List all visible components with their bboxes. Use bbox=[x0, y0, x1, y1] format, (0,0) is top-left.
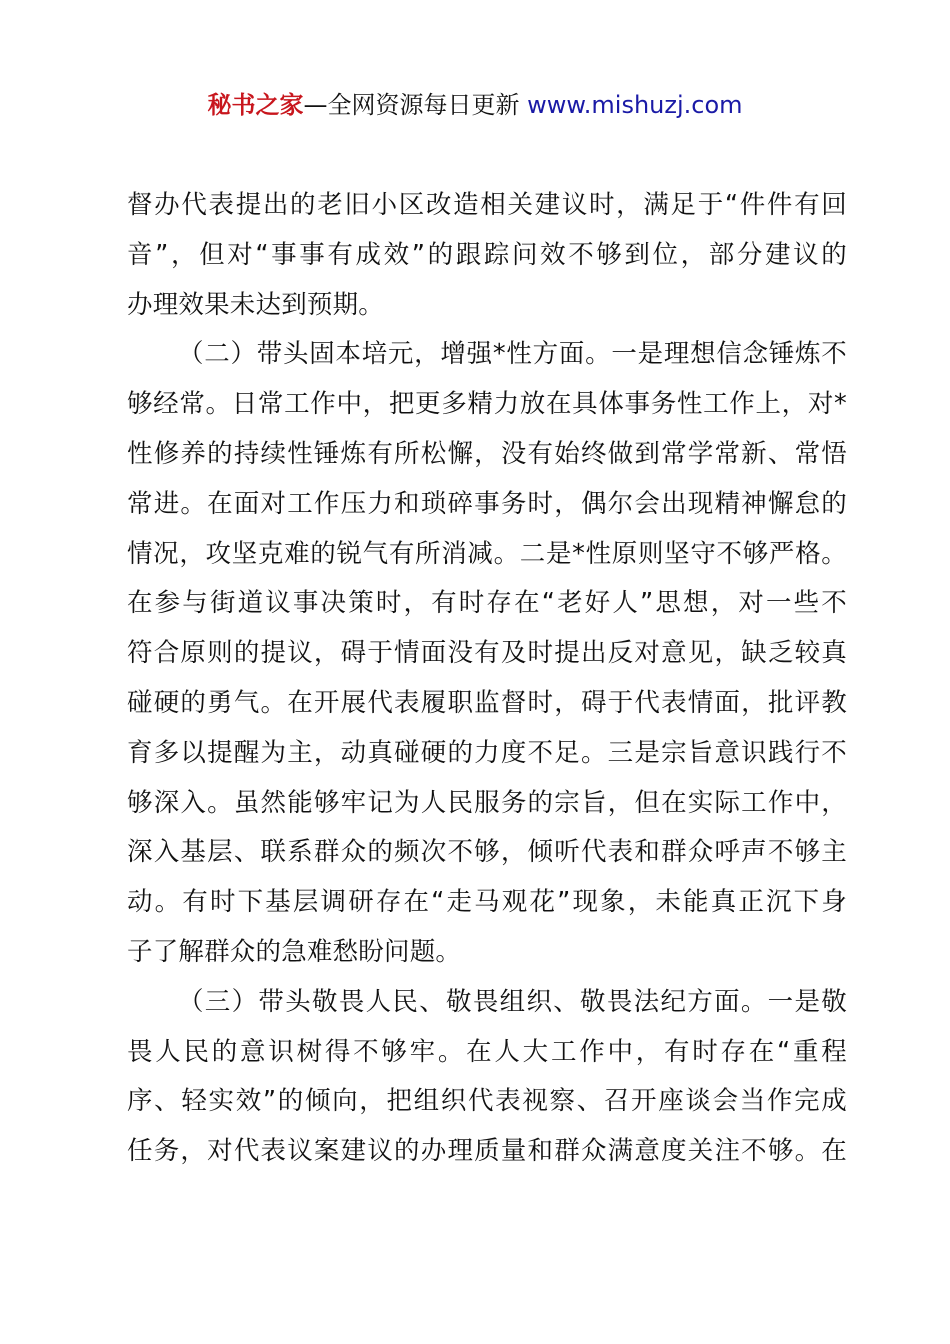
text-line: 育多以提醒为主，动真碰硬的力度不足。三是宗旨意识践行不 bbox=[127, 737, 847, 768]
text-line: 音”，但对“事事有成效”的跟踪问效不够到位，部分建议的 bbox=[127, 239, 847, 270]
text-line: 办理效果未达到预期。 bbox=[127, 289, 385, 320]
text-line: 情况，攻坚克难的锐气有所消减。二是*性原则坚守不够严格。 bbox=[127, 538, 847, 569]
text-line: 动。有时下基层调研存在“走马观花”现象，未能真正沉下身 bbox=[127, 887, 847, 918]
paragraph-2 bbox=[127, 330, 847, 977]
text-line: 性修养的持续性锤炼有所松懈，没有始终做到常学常新、常悟 bbox=[127, 438, 847, 469]
text-line: 序、轻实效”的倾向，把组织代表视察、召开座谈会当作完成 bbox=[127, 1086, 847, 1117]
text-line: 常进。在面对工作压力和琐碎事务时，偶尔会出现精神懈怠的 bbox=[127, 488, 847, 519]
text-line: 畏人民的意识树得不够牢。在人大工作中，有时存在“重程 bbox=[127, 1036, 847, 1067]
paragraph-1 bbox=[127, 181, 847, 330]
document-body bbox=[127, 181, 847, 1177]
text-line: 符合原则的提议，碍于情面没有及时提出反对意见，缺乏较真 bbox=[127, 638, 847, 669]
text-line: 督办代表提出的老旧小区改造相关建议时，满足于“件件有回 bbox=[127, 190, 847, 220]
document-header bbox=[0, 88, 950, 122]
text-line: 子了解群众的急难愁盼问题。 bbox=[127, 936, 462, 967]
paragraph-3 bbox=[127, 978, 847, 1177]
text-line: 够深入。虽然能够牢记为人民服务的宗旨，但在实际工作中， bbox=[127, 787, 847, 818]
text-line: （三）带头敬畏人民、敬畏组织、敬畏法纪方面。一是敬 bbox=[178, 986, 847, 1017]
text-line: 任务，对代表议案建议的办理质量和群众满意度关注不够。在 bbox=[127, 1136, 847, 1167]
text-line: 碰硬的勇气。在开展代表履职监督时，碍于代表情面，批评教 bbox=[127, 687, 847, 718]
text-line: 够经常。日常工作中，把更多精力放在具体事务性工作上，对* bbox=[127, 389, 847, 420]
text-line: （二）带头固本培元，增强*性方面。一是理想信念锤炼不 bbox=[178, 339, 847, 370]
text-line: 在参与街道议事决策时，有时存在“老好人”思想，对一些不 bbox=[127, 588, 847, 619]
header-url[interactable]: www.mishuzj.com bbox=[527, 91, 743, 119]
brand-name: 秘书之家 bbox=[207, 91, 304, 119]
text-line: 深入基层、联系群众的频次不够，倾听代表和群众呼声不够主 bbox=[127, 837, 847, 868]
header-tagline: —全网资源每日更新 bbox=[303, 91, 528, 119]
